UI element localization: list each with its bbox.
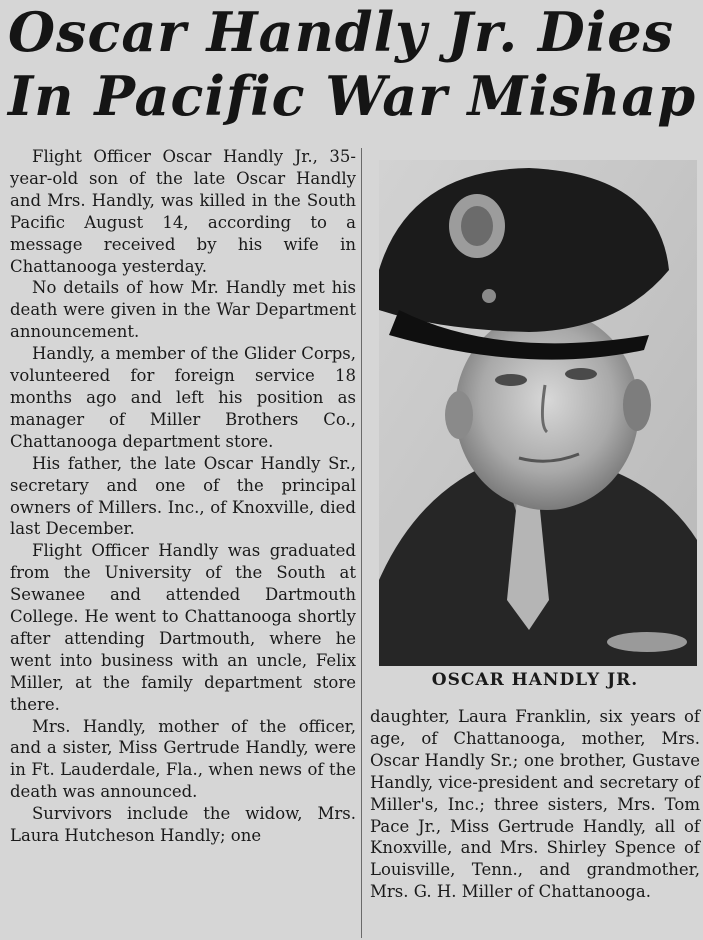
- paragraph: Handly, a member of the Glider Corps, volunteered for foreign service 18 months ago and left his position as manager of Miller Brothers Co., Chattanooga department store.: [10, 344, 356, 451]
- portrait-photo-icon: [379, 160, 697, 666]
- paragraph: His father, the late Oscar Handly Sr., secretary and one of the principal owners of Millers. Inc., of Knoxville, died last December.: [10, 453, 356, 539]
- headline-line-1: Oscar Handly Jr. Dies: [8, 0, 675, 64]
- paragraph: Mrs. Handly, mother of the officer, and a sister, Miss Gertrude Handly, were in Ft. Lauderdale, Fla., when news of the death was announced.: [10, 716, 356, 802]
- photo-caption: OSCAR HANDLY JR.: [431, 670, 639, 690]
- headline-line-2: In Pacific War Mishap: [8, 64, 697, 128]
- paragraph: daughter, Laura Franklin, six years of age, of Chattanooga, mother, Mrs. Oscar Handly Sr.; one brother, Gustave Handly, vice-president and secretary of Miller's, Inc.; three sisters, Mrs. Tom Pace Jr., Miss Gertrude Handly, all of Knoxville, and Mrs. Shirley Spence of Louisville, Tenn., and grandmother, Mrs. G. H. Miller of Chattanooga.: [370, 707, 700, 902]
- article-left-column: [10, 146, 356, 847]
- article-right-column: [370, 706, 700, 903]
- paragraph: Survivors include the widow, Mrs. Laura Hutcheson Handly; one: [10, 804, 356, 846]
- paragraph: Flight Officer Handly was graduated from the University of the South at Sewanee and attended Dartmouth College. He went to Chattanooga shortly after attending Dartmouth, where he went into business with an uncle, Felix Miller, at the family department store there.: [10, 541, 356, 714]
- paragraph: Flight Officer Oscar Handly Jr., 35-year-old son of the late Oscar Handly and Mrs. Handly, was killed in the South Pacific August 14, according to a message received by his wife in Chattanooga yesterday.: [10, 147, 356, 276]
- paragraph: No details of how Mr. Handly met his death were given in the War Department announcement.: [10, 278, 356, 342]
- portrait-photo: [379, 160, 697, 666]
- column-divider: [361, 148, 362, 938]
